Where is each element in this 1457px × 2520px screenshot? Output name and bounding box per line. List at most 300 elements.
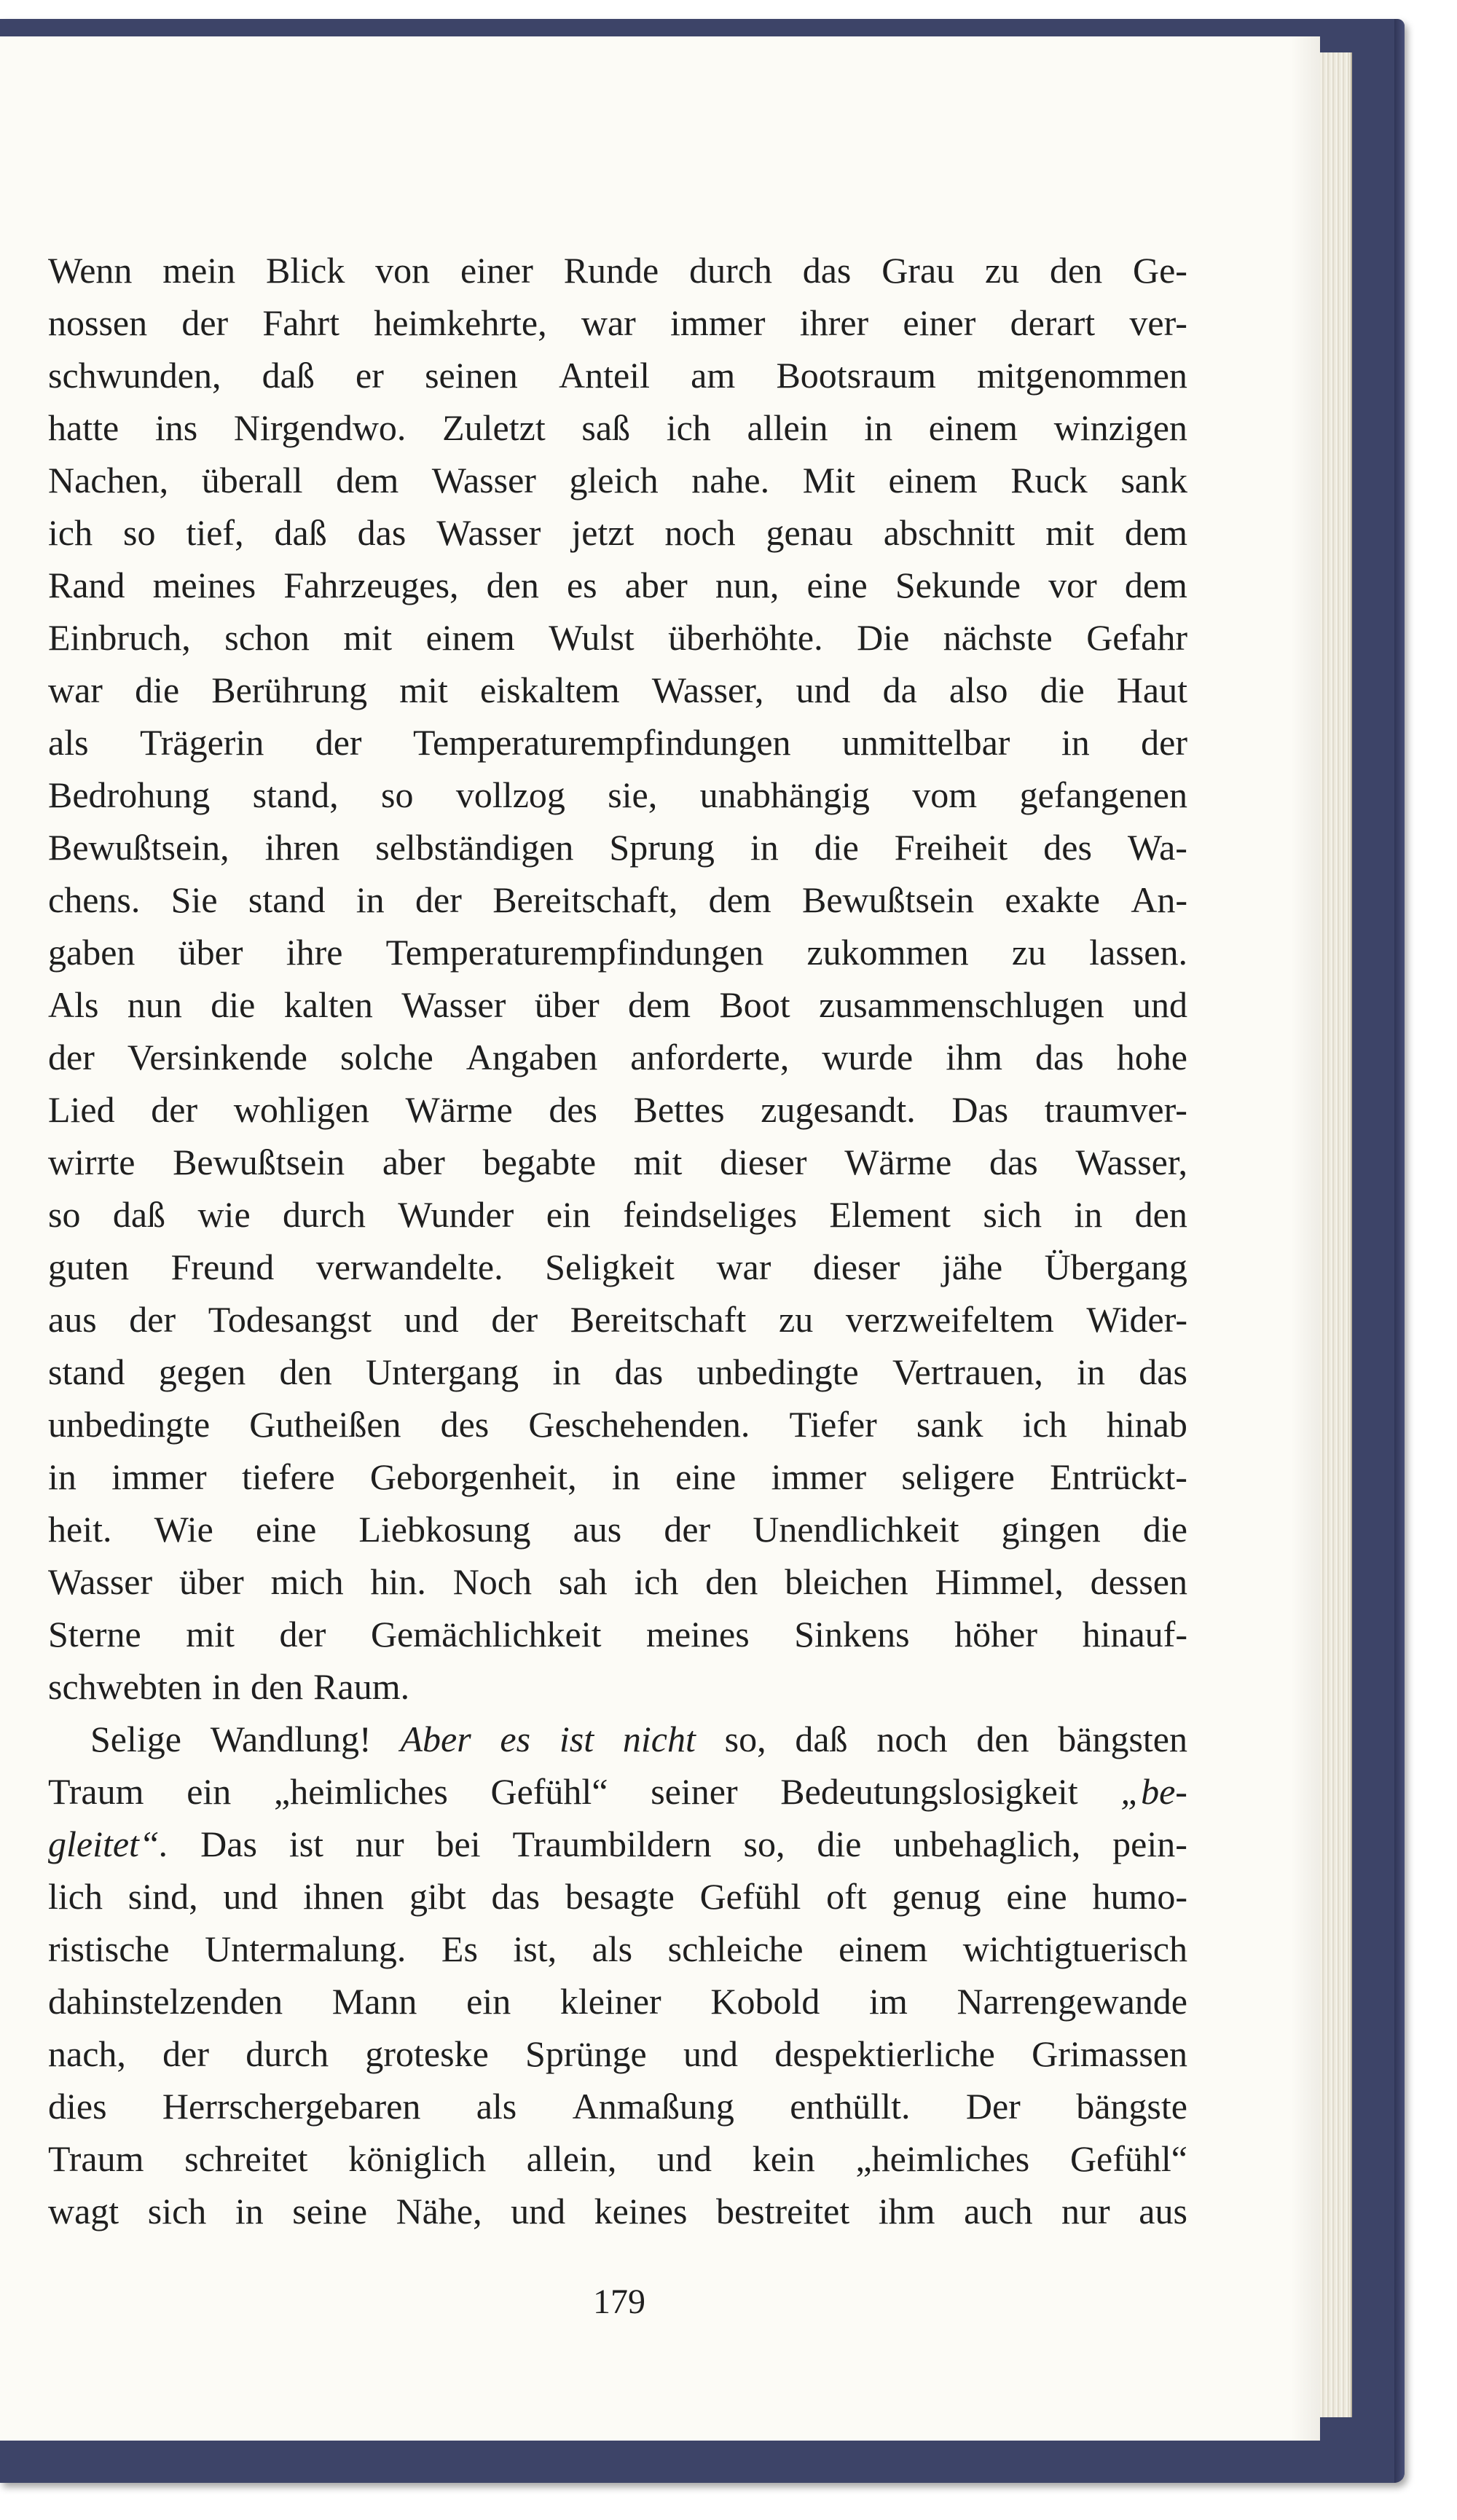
- word: ihrer: [799, 302, 869, 343]
- word: die: [211, 984, 256, 1025]
- word: meines: [152, 565, 256, 605]
- word: enthüllt.: [790, 2086, 911, 2127]
- word: des: [1043, 827, 1092, 868]
- word: wie: [197, 1194, 251, 1235]
- word: da: [882, 670, 917, 710]
- word: das: [802, 250, 852, 291]
- word: Einbruch,: [48, 617, 191, 658]
- word: unbehaglich,: [893, 1824, 1081, 1864]
- word: der: [415, 879, 462, 920]
- word: besagte: [565, 1876, 675, 1917]
- text-line: [48, 1818, 1187, 1870]
- word: bleichen: [785, 1561, 908, 1602]
- word: Sprünge: [525, 2033, 647, 2074]
- word: exakte: [1005, 879, 1100, 920]
- word: Wasser: [401, 984, 506, 1025]
- word: stand: [248, 879, 326, 920]
- word: und: [404, 1299, 459, 1340]
- word: hatte: [48, 407, 119, 448]
- word: hin.: [370, 1561, 426, 1602]
- word: als: [476, 2086, 517, 2127]
- text-line: [48, 926, 1187, 978]
- word: Unendlichkeit: [753, 1509, 959, 1550]
- word: allein,: [526, 2138, 617, 2179]
- word: anforderte,: [630, 1037, 790, 1078]
- text-line: [48, 1031, 1187, 1083]
- word: Wärme: [405, 1089, 513, 1130]
- word: nossen: [48, 302, 148, 343]
- word: verwandelte.: [315, 1247, 503, 1287]
- text-line: [48, 821, 1187, 874]
- word: die: [1142, 1509, 1187, 1550]
- text-line: [48, 2028, 1187, 2080]
- word: als: [592, 1928, 633, 1969]
- word: dem: [336, 460, 399, 501]
- text-line: [48, 769, 1187, 821]
- word: in: [552, 1351, 581, 1392]
- word: durch: [689, 250, 772, 291]
- word: von: [375, 250, 431, 291]
- word: „heimliches: [274, 1771, 448, 1812]
- word: unabhängig: [699, 774, 870, 815]
- word: Geschehenden.: [528, 1404, 750, 1445]
- word: schwebten: [48, 1666, 203, 1707]
- word: eiskaltem: [480, 670, 620, 710]
- word: als: [48, 722, 89, 763]
- word: Übergang: [1044, 1247, 1187, 1287]
- word: Bettes: [633, 1089, 725, 1130]
- word: Boot: [719, 984, 790, 1025]
- word: wurde: [822, 1037, 914, 1078]
- word: Noch: [452, 1561, 532, 1602]
- word: feindseliges: [623, 1194, 798, 1235]
- word: ver-: [1129, 302, 1187, 343]
- word: bei: [436, 1824, 481, 1864]
- word: Ruck: [1010, 460, 1088, 501]
- word: die: [135, 670, 180, 710]
- word: in: [1077, 1351, 1106, 1392]
- word: aus: [48, 1299, 97, 1340]
- word: Wie: [154, 1509, 213, 1550]
- word: genug: [892, 1876, 981, 1917]
- word: stand: [48, 1351, 125, 1392]
- word: Anteil: [558, 355, 650, 396]
- word: Sterne: [48, 1614, 141, 1655]
- body-text: [48, 244, 1187, 2237]
- word: schreitet: [184, 2138, 308, 2179]
- word: Es: [441, 1928, 478, 1969]
- word: am: [691, 355, 736, 396]
- word: Mit: [802, 460, 855, 501]
- word: zugesandt.: [761, 1089, 916, 1130]
- word: hohe: [1116, 1037, 1187, 1078]
- word: Gefühl“: [1069, 2138, 1187, 2179]
- word: Narrengewande: [957, 1981, 1187, 2022]
- word: ich: [1022, 1404, 1067, 1445]
- word: seinen: [425, 355, 518, 396]
- text-line: [48, 664, 1187, 716]
- word: Todesangst: [208, 1299, 372, 1340]
- word: immer: [670, 302, 766, 343]
- word: vor: [1048, 565, 1097, 605]
- word: ihren: [264, 827, 340, 868]
- word: dieser: [812, 1247, 900, 1287]
- word: den: [976, 1719, 1029, 1759]
- word: Bewußtsein,: [48, 827, 229, 868]
- word: Bootsraum: [776, 355, 936, 396]
- word: zu: [1011, 932, 1047, 973]
- word: und: [223, 1876, 278, 1917]
- word: Gefahr: [1086, 617, 1187, 658]
- word: so: [48, 1194, 81, 1235]
- word: schon: [224, 617, 310, 658]
- word: seligere: [901, 1456, 1015, 1497]
- text-line: [48, 611, 1187, 664]
- word: es: [500, 1719, 531, 1759]
- word: war: [716, 1247, 771, 1287]
- word: wagt: [48, 2191, 119, 2232]
- word: Bewußtsein: [802, 879, 975, 920]
- word: Aber: [400, 1719, 471, 1759]
- word: den: [486, 565, 539, 605]
- word: Nachen,: [48, 460, 169, 501]
- word: nicht: [622, 1719, 696, 1759]
- word: Nirgendwo.: [233, 407, 407, 448]
- word: vollzog: [455, 774, 565, 815]
- word: Nähe,: [396, 2191, 482, 2232]
- word: schwunden,: [48, 355, 221, 396]
- word: Sie: [170, 879, 218, 920]
- word: ein: [186, 1771, 232, 1812]
- word: in: [611, 1456, 640, 1497]
- word: Temperaturempfindungen: [385, 932, 764, 973]
- word: in: [1074, 1194, 1103, 1235]
- word: eine: [806, 565, 868, 605]
- word: Bereitschaft,: [492, 879, 678, 920]
- word: ein: [466, 1981, 511, 2022]
- text-line: [48, 1608, 1187, 1660]
- word: oft: [826, 1876, 867, 1917]
- word: Vertrauen,: [892, 1351, 1043, 1392]
- word: Traumbildern: [512, 1824, 712, 1864]
- word: Raum.: [313, 1666, 410, 1707]
- word: Bedrohung: [48, 774, 211, 815]
- word: begabte: [482, 1142, 597, 1182]
- text-line: [48, 1975, 1187, 2028]
- word: einem: [888, 460, 978, 501]
- word: Temperaturempfindungen: [412, 722, 791, 763]
- word: der: [48, 1037, 95, 1078]
- word: die: [814, 827, 859, 868]
- word: Liebkosung: [358, 1509, 531, 1550]
- word: daß: [112, 1194, 166, 1235]
- word: Fahrt: [262, 302, 339, 343]
- word: ist,: [513, 1928, 557, 1969]
- text-line: [48, 1241, 1187, 1293]
- word: Sprung: [609, 827, 715, 868]
- word: der: [151, 1089, 198, 1130]
- word: den: [705, 1561, 758, 1602]
- word: über: [178, 1561, 244, 1602]
- word: Das: [200, 1824, 257, 1864]
- word: dem: [627, 984, 691, 1025]
- word: Gefühl: [699, 1876, 801, 1917]
- word: unbedingte: [48, 1404, 211, 1445]
- word: ristische: [48, 1928, 170, 1969]
- word: dahinstelzenden: [48, 1981, 283, 2022]
- word: Wasser: [48, 1561, 153, 1602]
- word: sank: [916, 1404, 983, 1445]
- word: sich: [147, 2191, 207, 2232]
- word: Entrückt-: [1050, 1456, 1187, 1497]
- word: durch: [246, 2033, 329, 2074]
- word: hinauf-: [1082, 1614, 1187, 1655]
- word: derart: [1010, 302, 1096, 343]
- word: aus: [1139, 2191, 1187, 2232]
- word: Gutheißen: [249, 1404, 401, 1445]
- word: und: [657, 2138, 712, 2179]
- word: das: [491, 1876, 541, 1917]
- word: tief,: [186, 512, 244, 553]
- word: Element: [829, 1194, 951, 1235]
- word: und: [511, 2191, 566, 2232]
- word: meines: [646, 1614, 750, 1655]
- text-line: [48, 1346, 1187, 1398]
- word: ich: [48, 512, 93, 553]
- page-gutter-shadow: [1291, 36, 1320, 2441]
- word: Wenn: [48, 250, 133, 291]
- word: zu: [984, 250, 1020, 291]
- word: so: [123, 512, 156, 553]
- word: Wa-: [1127, 827, 1187, 868]
- word: Zuletzt: [442, 407, 546, 448]
- word: daß: [795, 1719, 848, 1759]
- word: sich: [983, 1194, 1042, 1235]
- text-line: [48, 1555, 1187, 1608]
- word: einer: [460, 250, 533, 291]
- word: hinab: [1106, 1404, 1187, 1445]
- word: Blick: [266, 250, 345, 291]
- word: allein: [747, 407, 828, 448]
- text-line: [48, 874, 1187, 926]
- word: über: [534, 984, 600, 1025]
- word: Gefühl“: [490, 1771, 608, 1812]
- word: winzigen: [1053, 407, 1187, 448]
- word: gegen: [158, 1351, 246, 1392]
- word: ich: [666, 407, 711, 448]
- book-page: [0, 36, 1320, 2441]
- word: der: [664, 1509, 711, 1550]
- word: es: [566, 565, 597, 605]
- word: dem: [1124, 512, 1187, 553]
- word: so,: [724, 1719, 766, 1759]
- word: daß: [262, 355, 315, 396]
- word: des: [440, 1404, 490, 1445]
- word: die: [1040, 670, 1085, 710]
- word: kein: [752, 2138, 815, 2179]
- word: nun: [127, 984, 182, 1025]
- word: Ge-: [1132, 250, 1187, 291]
- word: wohligen: [233, 1089, 369, 1130]
- word: königlich: [348, 2138, 487, 2179]
- word: die: [817, 1824, 862, 1864]
- word: ihm: [878, 2191, 935, 2232]
- word: nur: [1061, 2191, 1110, 2232]
- text-line: [48, 1188, 1187, 1241]
- word: heit.: [48, 1509, 112, 1550]
- word: Anmaßung: [572, 2086, 734, 2127]
- word: unmittelbar: [841, 722, 1010, 763]
- word: vom: [912, 774, 978, 815]
- word: abschnitt: [883, 512, 1016, 553]
- word: gefangenen: [1019, 774, 1187, 815]
- text-line: [48, 978, 1187, 1031]
- word: pein-: [1112, 1824, 1187, 1864]
- word: Wasser: [431, 460, 536, 501]
- word: den: [250, 1666, 304, 1707]
- word: kleiner: [559, 1981, 661, 2022]
- word: unbedingte: [696, 1351, 859, 1392]
- word: noch: [876, 1719, 948, 1759]
- word: ins: [154, 407, 198, 448]
- word: dem: [708, 879, 771, 920]
- text-line: [48, 1293, 1187, 1346]
- word: im: [869, 1981, 908, 2022]
- word: er: [356, 355, 384, 396]
- text-line: [48, 401, 1187, 454]
- word: der: [315, 722, 362, 763]
- word: eine: [675, 1456, 737, 1497]
- word: sind,: [127, 1876, 198, 1917]
- word: überhöhte.: [668, 617, 823, 658]
- word: mitgenommen: [977, 355, 1187, 396]
- word: in: [356, 879, 385, 920]
- word: humo-: [1092, 1876, 1187, 1917]
- word: seine: [292, 2191, 368, 2232]
- text-line: [48, 716, 1187, 769]
- word: dessen: [1090, 1561, 1187, 1602]
- word: in: [1061, 722, 1090, 763]
- word: über: [178, 932, 243, 973]
- word: Seligkeit: [545, 1247, 675, 1287]
- word: kalten: [283, 984, 373, 1025]
- word: Lied: [48, 1089, 115, 1130]
- text-line: [48, 454, 1187, 506]
- word: jähe: [941, 1247, 1003, 1287]
- word: jetzt: [571, 512, 635, 553]
- word: Sekunde: [895, 565, 1021, 605]
- text-line: [48, 244, 1187, 297]
- word: einem: [839, 1928, 928, 1969]
- word: nahe.: [691, 460, 770, 501]
- word: war: [581, 302, 636, 343]
- word: mich: [270, 1561, 344, 1602]
- word: aus: [573, 1509, 622, 1550]
- word: sank: [1120, 460, 1187, 501]
- word: Mann: [331, 1981, 417, 2022]
- word: Sinkens: [794, 1614, 910, 1655]
- word: aber: [624, 565, 688, 605]
- word: so: [381, 774, 414, 815]
- word: mit: [633, 1142, 683, 1182]
- word: Fahrzeuges,: [283, 565, 459, 605]
- word: sah: [558, 1561, 608, 1602]
- text-line: [48, 1503, 1187, 1555]
- text-line: [48, 1451, 1187, 1503]
- word: Wärme: [844, 1142, 952, 1182]
- word: zukommen: [806, 932, 969, 973]
- word: das: [1139, 1351, 1187, 1392]
- word: in: [235, 2191, 264, 2232]
- word: Wulst: [549, 617, 635, 658]
- word: Berührung: [211, 670, 368, 710]
- word: und: [683, 2033, 738, 2074]
- word: Als: [48, 984, 99, 1025]
- word: Der: [965, 2086, 1021, 2127]
- word: der: [129, 1299, 176, 1340]
- word: Trägerin: [139, 722, 264, 763]
- word: Tiefer: [789, 1404, 877, 1445]
- word: Bedeutungslosigkeit: [780, 1771, 1078, 1812]
- word: des: [549, 1089, 597, 1130]
- text-line: [48, 349, 1187, 401]
- word: Freund: [170, 1247, 275, 1287]
- word: ihm: [946, 1037, 1002, 1078]
- word: Bereitschaft: [570, 1299, 747, 1340]
- text-line: [48, 1923, 1187, 1975]
- word: verzweifeltem: [845, 1299, 1054, 1340]
- word: überall: [201, 460, 303, 501]
- word: der: [181, 302, 229, 343]
- word: war: [48, 670, 103, 710]
- word: „heimliches: [855, 2138, 1030, 2179]
- word: Untergang: [365, 1351, 519, 1392]
- word: Gemächlichkeit: [370, 1614, 602, 1655]
- word: wichtigtuerisch: [962, 1928, 1187, 1969]
- word: Untermalung.: [205, 1928, 407, 1969]
- word: also: [949, 670, 1008, 710]
- text-line: [48, 1136, 1187, 1188]
- word: Grimassen: [1032, 2033, 1187, 2074]
- word: Traum: [48, 1771, 144, 1812]
- word: Herrschergebaren: [162, 2086, 421, 2127]
- word: gibt: [409, 1876, 466, 1917]
- word: daß: [274, 512, 327, 553]
- word: keines: [594, 2191, 688, 2232]
- word: Freiheit: [894, 827, 1008, 868]
- word: bängste: [1076, 2086, 1187, 2127]
- word: ihre: [286, 932, 343, 973]
- text-line: [48, 2132, 1187, 2185]
- word: in: [750, 827, 779, 868]
- word: mein: [162, 250, 236, 291]
- word: durch: [283, 1194, 366, 1235]
- word: stand,: [252, 774, 339, 815]
- word: in: [212, 1666, 240, 1707]
- text-line: [48, 1660, 1187, 1713]
- word: und: [796, 670, 851, 710]
- word: lassen.: [1089, 932, 1187, 973]
- word: das: [1035, 1037, 1084, 1078]
- text-line: [48, 2080, 1187, 2132]
- word: Haut: [1116, 670, 1187, 710]
- word: das: [614, 1351, 664, 1392]
- word: noch: [664, 512, 736, 553]
- text-line: [48, 559, 1187, 611]
- word: auch: [964, 2191, 1033, 2232]
- word: in: [864, 407, 893, 448]
- word: Wandlung!: [210, 1719, 372, 1759]
